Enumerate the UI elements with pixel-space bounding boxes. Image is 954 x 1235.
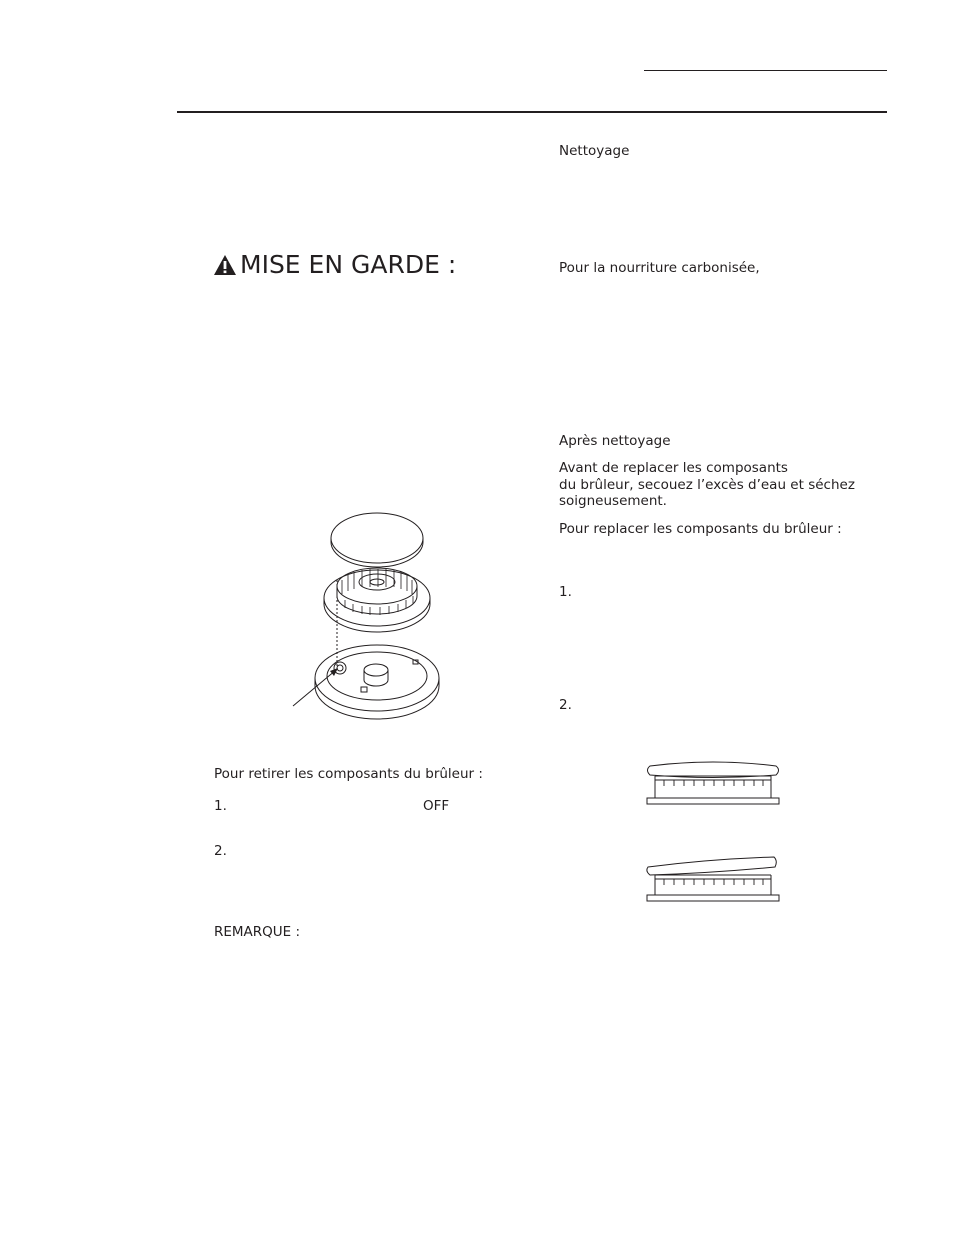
- burner-cap: [331, 513, 423, 567]
- replace-step-2: 2.: [559, 697, 572, 713]
- replace-step-1: 1.: [559, 584, 572, 600]
- remove-step-2: 2.: [214, 843, 227, 859]
- burner-exploded-illustration: [290, 500, 460, 720]
- remove-heading: Pour retirer les composants du brûleur :: [214, 766, 483, 782]
- remove-step-1-off: OFF: [423, 798, 450, 814]
- warning-triangle-icon: [213, 254, 237, 276]
- burner-base: [315, 645, 439, 719]
- burnt-food-text: Pour la nourriture carbonisée,: [559, 260, 760, 276]
- header-rule-short: [644, 70, 887, 71]
- before-replace-line-2: du brûleur, secouez l’excès d’eau et séchez: [559, 476, 855, 493]
- before-replace-line-1: Avant de replacer les composants: [559, 460, 788, 476]
- note-label: REMARQUE :: [214, 924, 301, 940]
- warning-heading: [213, 250, 456, 280]
- warning-title: MISE EN GARDE :: [240, 250, 457, 279]
- remove-step-1: 1.: [214, 798, 227, 814]
- before-replace-line-3: soigneusement.: [559, 493, 667, 509]
- replace-heading: Pour replacer les composants du brûleur :: [559, 521, 842, 537]
- burner-side-view-incorrect: [642, 855, 784, 907]
- header-rule: [177, 111, 887, 113]
- burner-side-view-correct: [642, 760, 784, 810]
- burner-head: [324, 568, 430, 632]
- cleaning-heading: Nettoyage: [559, 143, 630, 159]
- after-cleaning-heading: Après nettoyage: [559, 433, 671, 449]
